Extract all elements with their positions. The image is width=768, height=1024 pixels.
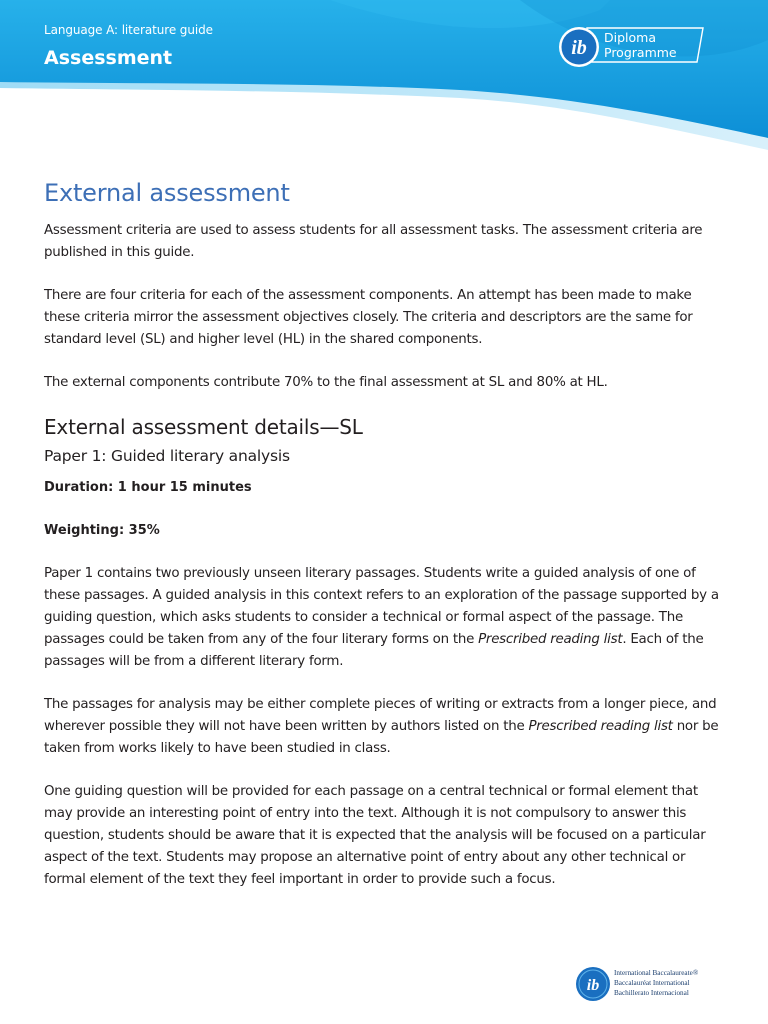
paper1-paragraph-2: The passages for analysis may be either complete pieces of writing or extracts from a longer piece, and wherever possible they will not have been written by authors listed on the Prescribed reading list nor be taken from works likely to have been studied in class. [44, 697, 719, 756]
footer-line-es: Bachillerato Internacional [614, 989, 689, 997]
paper1-paragraph-1: Paper 1 contains two previously unseen literary passages. Students write a guided analysis of one of these passages. A guided analysis in this context refers to an exploration of the passage supported by a guiding question, which asks students to consider a technical or formal aspect of the passage. The passages could be taken from any of the four literary forms on the Prescribed reading list. Each of the passages will be from a different literary form. [44, 566, 719, 669]
weighting-line: Weighting: 35% [44, 523, 160, 538]
duration-line: Duration: 1 hour 15 minutes [44, 480, 252, 495]
intro-paragraph-1: Assessment criteria are used to assess students for all assessment tasks. The assessment criteria are published in this guide. [44, 223, 703, 260]
intro-paragraph-3: The external components contribute 70% to the final assessment at SL and 80% at HL. [44, 375, 608, 390]
svg-text:ib: ib [586, 977, 600, 994]
diploma-programme-logo [557, 24, 705, 70]
svg-text:ib: ib [571, 37, 587, 59]
guide-label: Language A: literature guide [44, 23, 213, 37]
main-content [44, 176, 724, 891]
intro-paragraph-2: There are four criteria for each of the assessment components. An attempt has been made to make these criteria mirror the assessment objectives closely. The criteria and descriptors are the same for standard level (SL) and higher level (HL) in the shared components. [44, 288, 693, 347]
footer-logo-text [614, 968, 698, 998]
footer-line-en: International Baccalaureate® [614, 969, 699, 977]
details-heading: External assessment details—SL [44, 415, 363, 439]
prescribed-reading-list-ref: Prescribed reading list [528, 719, 673, 734]
footer-line-fr: Baccalauréat International [614, 979, 690, 987]
section-label: Assessment [44, 47, 173, 69]
ib-circle-icon [575, 966, 611, 1002]
header-banner [0, 0, 768, 150]
logo-line-diploma: Diploma [604, 30, 656, 45]
ib-footer-logo [575, 966, 725, 1002]
logo-text [604, 30, 677, 60]
paper1-paragraph-3: One guiding question will be provided for each passage on a central technical or formal element that may provide an interesting point of entry into the text. Although it is not compulsory to answer this question, students should be aware that it is expected that the analysis will be focused on a particular aspect of the text. Students may propose an alternative point of entry about any other technical or formal element of the text they feel important in order to provide such a focus. [44, 784, 706, 887]
prescribed-reading-list-ref: Prescribed reading list [478, 632, 623, 647]
logo-line-programme: Programme [604, 45, 677, 60]
paper-heading: Paper 1: Guided literary analysis [44, 447, 290, 465]
page-title: External assessment [44, 179, 290, 207]
